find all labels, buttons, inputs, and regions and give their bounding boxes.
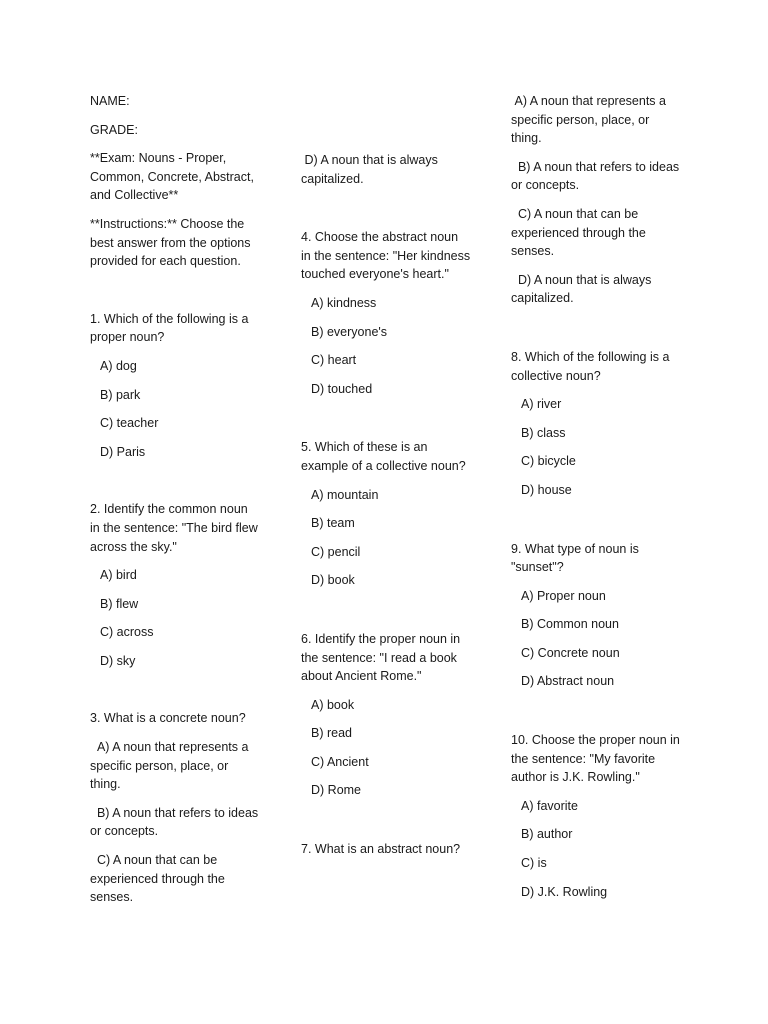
question-8-option-a: A) river (521, 397, 562, 412)
question-4-option-a: A) kindness (311, 295, 377, 310)
question-6-option-b: B) read (311, 726, 352, 741)
question-4-option-d: D) touched (311, 381, 373, 396)
question-2-option-c: C) across (100, 625, 154, 640)
column-2 (301, 151, 474, 859)
question-2-option-d: D) sky (100, 653, 136, 668)
question-2-option-a: A) bird (100, 568, 137, 583)
question-3-option-d: D) A noun that is always capitalized. (301, 153, 442, 186)
question-9-option-d: D) Abstract noun (521, 674, 615, 689)
question-7-option-d: D) A noun that is always capitalized. (511, 272, 655, 306)
question-6-option-d: D) Rome (311, 783, 362, 798)
question-1-option-d: D) Paris (100, 444, 146, 459)
question-8-option-d: D) house (521, 482, 572, 497)
question-2-prompt: 2. Identify the common noun in the sentence: "The bird flew across the sky." (90, 502, 262, 554)
question-8-option-c: C) bicycle (521, 454, 576, 469)
question-3-option-a: A) A noun that represents a specific person, place, or thing. (90, 740, 252, 792)
question-8-option-b: B) class (521, 425, 566, 440)
question-5-option-a: A) mountain (311, 487, 379, 502)
grade-label: GRADE: (90, 122, 138, 137)
question-1-option-c: C) teacher (100, 416, 159, 431)
question-10-prompt: 10. Choose the proper noun in the sentence: "My favorite author is J.K. Rowling." (511, 733, 684, 785)
instructions: **Instructions:** Choose the best answer from the options provided for each question. (90, 216, 254, 269)
question-1-option-b: B) park (100, 387, 141, 402)
question-7-option-a: A) A noun that represents a specific person, place, or thing. (511, 94, 670, 146)
question-10-option-d: D) J.K. Rowling (521, 884, 608, 899)
question-3-option-c: C) A noun that can be experienced through the senses. (90, 853, 229, 905)
question-3-prompt: 3. What is a concrete noun? (90, 711, 246, 726)
column-3 (511, 92, 684, 901)
question-10-option-a: A) favorite (521, 798, 578, 813)
question-7-prompt: 7. What is an abstract noun? (301, 842, 461, 857)
question-9-option-c: C) Concrete noun (521, 645, 620, 660)
question-7-option-c: C) A noun that can be experienced through the senses. (511, 206, 650, 259)
column-1 (90, 92, 260, 907)
question-3-option-b: B) A noun that refers to ideas or concepts. (90, 805, 262, 839)
question-4-option-b: B) everyone's (311, 324, 388, 339)
question-6-prompt: 6. Identify the proper noun in the sentence: "I read a book about Ancient Rome." (301, 631, 464, 684)
question-8-prompt: 8. Which of the following is a collective noun? (511, 349, 673, 383)
question-1-prompt: 1. Which of the following is a proper noun? (90, 311, 252, 345)
question-5-option-c: C) pencil (311, 544, 361, 559)
question-9-prompt: 9. What type of noun is "sunset"? (511, 541, 643, 575)
question-5-prompt: 5. Which of these is an example of a collective noun? (301, 440, 466, 473)
question-7-option-b: B) A noun that refers to ideas or concepts. (511, 159, 683, 193)
question-9-option-a: A) Proper noun (521, 588, 606, 603)
question-2-option-b: B) flew (100, 596, 139, 611)
question-10-option-c: C) is (521, 856, 547, 871)
question-6-option-c: C) Ancient (311, 754, 369, 769)
question-5-option-d: D) book (311, 573, 355, 588)
question-10-option-b: B) author (521, 827, 573, 842)
question-5-option-b: B) team (311, 516, 355, 531)
exam-title: **Exam: Nouns - Proper, Common, Concrete, Abstract, and Collective** (90, 151, 258, 203)
question-9-option-b: B) Common noun (521, 617, 619, 632)
question-4-prompt: 4. Choose the abstract noun in the sentence: "Her kindness touched everyone's heart." (301, 230, 474, 282)
question-1-option-a: A) dog (100, 358, 137, 373)
name-label: NAME: (90, 94, 130, 108)
question-6-option-a: A) book (311, 697, 355, 712)
question-4-option-c: C) heart (311, 353, 357, 368)
